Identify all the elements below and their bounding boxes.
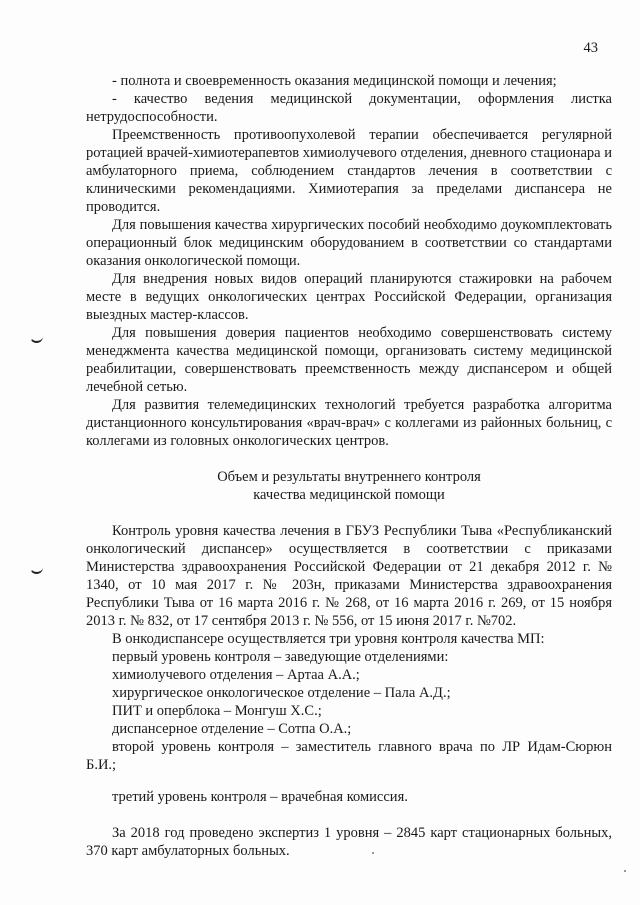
scan-speck	[624, 870, 626, 872]
paragraph: - качество ведения медицинской документации, оформления листка нетрудоспособности.	[86, 91, 612, 125]
binder-hole-mark-bottom	[30, 565, 43, 574]
page-number: 43	[583, 40, 598, 56]
section-heading-line-2: качества медицинской помощи	[253, 487, 445, 503]
paragraph: Для внедрения новых видов операций планируются стажировки на рабочем месте в ведущих онкологических центрах Российской Федерации, организация выездных мастер-классов.	[86, 271, 612, 323]
paragraph: Преемственность противоопухолевой терапии обеспечивается регулярной ротацией врачей-химиотерапевтов химиолучевого отделения, дневного стационара и амбулаторного приема, соблюдением стандартов лечения в соответствии с клиническими рекомендациями. Химиотерапия за пределами диспансера не проводится.	[86, 127, 612, 215]
paragraph: - полнота и своевременность оказания медицинской помощи и лечения;	[112, 73, 557, 89]
level-1-item: ПИТ и оперблока – Монгуш Х.С.;	[112, 703, 322, 719]
level-1-item: хирургическое онкологическое отделение – Пала А.Д.;	[112, 685, 451, 701]
paragraph: Для повышения качества хирургических пособий необходимо доукомплектовать операционный блок медицинским оборудованием в соответствии со стандартами оказания онкологической помощи.	[86, 217, 612, 269]
document-body	[86, 72, 612, 860]
levels-intro: В онкодиспансере осуществляется три уровня контроля качества МП:	[112, 631, 545, 647]
level-1-item: диспансерное отделение – Сотпа О.А.;	[112, 721, 352, 737]
paragraph-2018: За 2018 год проведено экспертиз 1 уровня – 2845 карт стационарных больных, 370 карт амбулаторных больных.	[86, 825, 612, 859]
level-1: первый уровень контроля – заведующие отделениями:	[112, 649, 449, 665]
paragraph-control: Контроль уровня качества лечения в ГБУЗ Республики Тыва «Республиканский онкологический диспансер» осуществляется в соответствии с приказами Министерства здравоохранения Российской Федерации от 21 декабря 2012 г. № 1340, от 10 мая 2017 г. № 203н, приказами Министерства здравоохранения Республики Тыва от 16 марта 2016 г. № 268, от 16 марта 2016 г. 269, от 15 ноября 2013 г. № 832, от 17 сентября 2013 г. № 556, от 15 июня 2017 г. №702.	[86, 523, 612, 629]
level-1-item: химиолучевого отделения – Артаа А.А.;	[112, 667, 360, 683]
paragraph: Для повышения доверия пациентов необходимо совершенствовать систему менеджмента качества медицинской помощи, организовать систему медицинской реабилитации, совершенствовать преемственность между диспансером и общей лечебной сетью.	[86, 325, 612, 395]
level-3: третий уровень контроля – врачебная комиссия.	[112, 789, 408, 805]
section-heading-line-1: Объем и результаты внутреннего контроля	[217, 469, 481, 485]
paragraph: Для развития телемедицинских технологий требуется разработка алгоритма дистанционного консультирования «врач-врач» с коллегами из районных больниц, с коллегами из головных онкологических центров.	[86, 397, 612, 449]
binder-hole-mark-top	[30, 334, 43, 343]
level-2: второй уровень контроля – заместитель главного врача по ЛР Идам-Сюрюн Б.И.;	[86, 739, 612, 773]
